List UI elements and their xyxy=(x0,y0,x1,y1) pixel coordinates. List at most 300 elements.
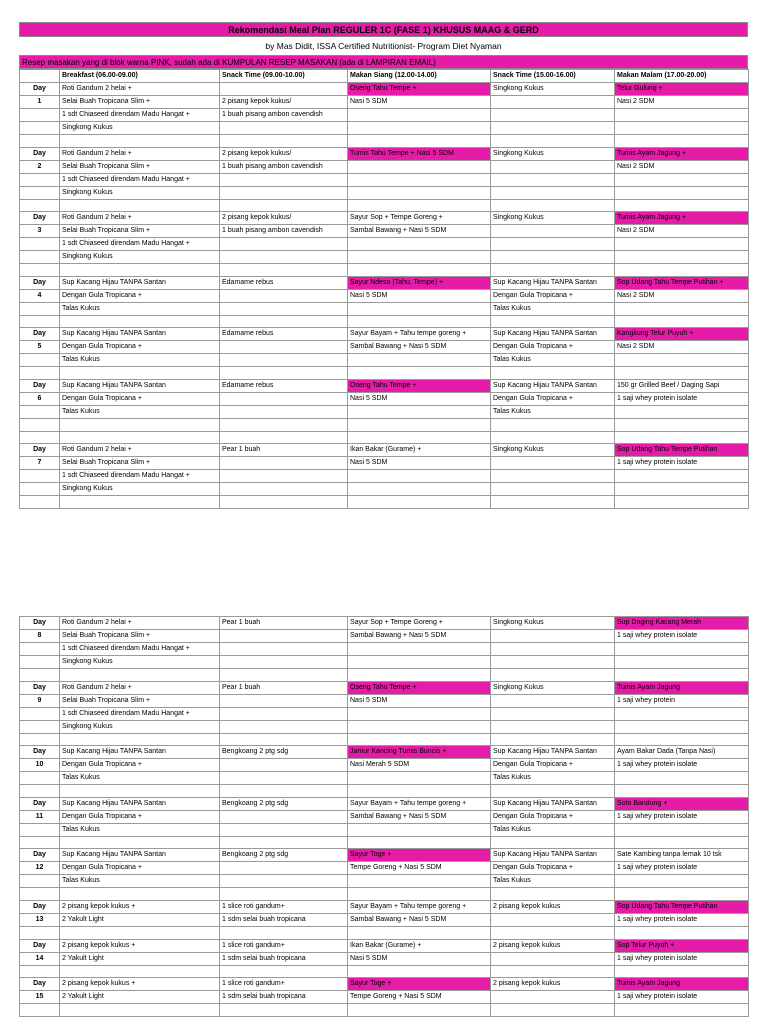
meal-cell: 1 saji whey protein isolate xyxy=(615,630,749,643)
empty-cell xyxy=(348,264,491,277)
meal-cell: Sup Kacang Hijau TANPA Santan xyxy=(491,797,615,810)
meal-cell: Tempe Goreng + Nasi 5 SDM xyxy=(348,862,491,875)
meal-cell: Dengan Gula Tropicana + xyxy=(60,759,220,772)
empty-cell xyxy=(220,926,348,939)
meal-cell: 1 saji whey protein isolate xyxy=(615,759,749,772)
empty-cell xyxy=(20,367,60,380)
meal-cell: Nasi 2 SDM xyxy=(615,225,749,238)
day-cell xyxy=(20,483,60,496)
meal-cell: Talas Kukus xyxy=(491,302,615,315)
empty-cell xyxy=(615,836,749,849)
meal-cell: Sambal Bawang + Nasi 5 SDM xyxy=(348,810,491,823)
meal-cell: Roti Gandum 2 helai + xyxy=(60,83,220,96)
day-number: 10 xyxy=(20,759,60,772)
table-row xyxy=(20,251,749,264)
empty-cell xyxy=(60,785,220,798)
meal-cell xyxy=(615,483,749,496)
table-row xyxy=(20,225,749,238)
header-cell: Makan Siang (12.00-14.00) xyxy=(348,70,491,83)
day-number: 7 xyxy=(20,457,60,470)
meal-cell xyxy=(348,720,491,733)
empty-cell xyxy=(491,264,615,277)
meal-cell: Talas Kukus xyxy=(491,772,615,785)
meal-cell xyxy=(615,720,749,733)
meal-cell: Nasi 5 SDM xyxy=(348,457,491,470)
day-cell xyxy=(20,418,60,431)
day-label: Day xyxy=(20,379,60,392)
table-row xyxy=(20,617,749,630)
meal-cell: Talas Kukus xyxy=(491,354,615,367)
meal-cell: 1 buah pisang ambon cavendish xyxy=(220,225,348,238)
empty-cell xyxy=(220,367,348,380)
meal-cell xyxy=(220,772,348,785)
meal-cell: Talas Kukus xyxy=(60,823,220,836)
empty-cell xyxy=(20,965,60,978)
meal-cell xyxy=(491,707,615,720)
empty-cell xyxy=(615,264,749,277)
table-row xyxy=(20,238,749,251)
meal-cell xyxy=(348,122,491,135)
table-row xyxy=(20,483,749,496)
meal-cell xyxy=(615,405,749,418)
table-row xyxy=(20,109,749,122)
meal-cell: Sup Kacang Hijau TANPA Santan xyxy=(491,849,615,862)
meal-cell: 1 sdm selai buah tropicana xyxy=(220,913,348,926)
meal-cell: Sup Kacang Hijau TANPA Santan xyxy=(60,276,220,289)
table-row xyxy=(20,759,749,772)
meal-cell: Pear 1 buah xyxy=(220,444,348,457)
day-cell xyxy=(20,720,60,733)
meal-cell: Tumis Ayam Jagung xyxy=(615,681,749,694)
meal-cell xyxy=(615,238,749,251)
empty-cell xyxy=(491,496,615,509)
meal-cell: Singkong Kukus xyxy=(60,186,220,199)
empty-cell xyxy=(348,135,491,148)
day-number: 1 xyxy=(20,96,60,109)
meal-cell: Tumis Tahu Tempe + Nasi 5 SDM xyxy=(348,147,491,160)
meal-cell: Nasi 5 SDM xyxy=(348,289,491,302)
meal-cell xyxy=(348,160,491,173)
meal-cell: Oseng Tahu Tempe + xyxy=(348,83,491,96)
meal-cell xyxy=(348,656,491,669)
day-cell xyxy=(20,302,60,315)
day-label: Day xyxy=(20,276,60,289)
meal-cell xyxy=(615,173,749,186)
table-row xyxy=(20,457,749,470)
spacer-row xyxy=(20,1004,749,1017)
meal-cell xyxy=(491,656,615,669)
empty-cell xyxy=(615,135,749,148)
empty-cell xyxy=(60,1004,220,1017)
day-cell xyxy=(20,186,60,199)
header-row xyxy=(20,70,749,83)
day-cell xyxy=(20,656,60,669)
meal-cell: Sup Kacang Hijau TANPA Santan xyxy=(491,379,615,392)
empty-cell xyxy=(491,926,615,939)
meal-cell: Dengan Gula Tropicana + xyxy=(60,810,220,823)
meal-cell: Edamame rebus xyxy=(220,276,348,289)
meal-cell xyxy=(220,720,348,733)
meal-cell: Singkong Kukus xyxy=(60,122,220,135)
empty-cell xyxy=(615,431,749,444)
meal-cell: Selai Buah Tropicana Slim + xyxy=(60,225,220,238)
table-row xyxy=(20,328,749,341)
meal-cell xyxy=(615,354,749,367)
meal-cell xyxy=(220,707,348,720)
empty-cell xyxy=(615,367,749,380)
meal-cell: Telur Gulung + xyxy=(615,83,749,96)
day-cell xyxy=(20,875,60,888)
meal-cell xyxy=(615,186,749,199)
day-label: Day xyxy=(20,444,60,457)
table-row xyxy=(20,470,749,483)
empty-cell xyxy=(220,496,348,509)
spacer-row xyxy=(20,496,749,509)
meal-cell xyxy=(615,418,749,431)
empty-cell xyxy=(220,733,348,746)
empty-cell xyxy=(491,431,615,444)
meal-cell xyxy=(220,83,348,96)
empty-cell xyxy=(220,888,348,901)
empty-cell xyxy=(20,1004,60,1017)
meal-cell xyxy=(220,418,348,431)
empty-cell xyxy=(348,669,491,682)
spacer-row xyxy=(20,926,749,939)
meal-cell: Ikan Bakar (Gurame) + xyxy=(348,444,491,457)
empty-cell xyxy=(491,669,615,682)
meal-cell: Roti Gandum 2 helai + xyxy=(60,212,220,225)
empty-cell xyxy=(60,888,220,901)
table-row xyxy=(20,720,749,733)
day-label: Day xyxy=(20,978,60,991)
table-row xyxy=(20,875,749,888)
empty-cell xyxy=(20,669,60,682)
meal-cell xyxy=(615,656,749,669)
meal-cell: Tumis Ayam Jagung + xyxy=(615,147,749,160)
table-row xyxy=(20,707,749,720)
meal-cell: 1 saji whey protein isolate xyxy=(615,991,749,1004)
meal-cell: Ayam Bakar Dada (Tanpa Nasi) xyxy=(615,746,749,759)
meal-cell: Dengan Gula Tropicana + xyxy=(491,289,615,302)
meal-cell xyxy=(348,186,491,199)
meal-cell: Sambal Bawang + Nasi 5 SDM xyxy=(348,341,491,354)
meal-cell: 1 sdt Chiaseed direndam Madu Hangat + xyxy=(60,173,220,186)
empty-cell xyxy=(491,315,615,328)
empty-cell xyxy=(491,1004,615,1017)
spacer-row xyxy=(20,785,749,798)
meal-cell: Roti Gandum 2 helai + xyxy=(60,444,220,457)
meal-cell: Singkong Kukus xyxy=(60,251,220,264)
empty-cell xyxy=(60,926,220,939)
meal-cell xyxy=(491,186,615,199)
empty-cell xyxy=(20,785,60,798)
meal-cell: Talas Kukus xyxy=(60,354,220,367)
table-row xyxy=(20,289,749,302)
empty-cell xyxy=(220,135,348,148)
day-label: Day xyxy=(20,849,60,862)
meal-cell xyxy=(220,656,348,669)
meal-cell xyxy=(615,470,749,483)
meal-cell: Talas Kukus xyxy=(491,823,615,836)
meal-cell xyxy=(348,772,491,785)
meal-cell: Talas Kukus xyxy=(491,875,615,888)
meal-cell: Singkong Kukus xyxy=(491,83,615,96)
meal-cell: Bengkoang 2 ptg sdg xyxy=(220,797,348,810)
meal-cell: Dengan Gula Tropicana + xyxy=(491,341,615,354)
header-cell xyxy=(20,70,60,83)
meal-cell xyxy=(491,643,615,656)
empty-cell xyxy=(20,496,60,509)
empty-cell xyxy=(615,965,749,978)
meal-cell xyxy=(348,418,491,431)
day-label: Day xyxy=(20,797,60,810)
meal-cell: Selai Buah Tropicana Slim + xyxy=(60,96,220,109)
meal-cell: Nasi 2 SDM xyxy=(615,341,749,354)
meal-cell xyxy=(348,109,491,122)
meal-cell: 1 saji whey protein xyxy=(615,694,749,707)
empty-cell xyxy=(491,888,615,901)
meal-cell: Sayur Ndeso (Tahu, Tempe) + xyxy=(348,276,491,289)
empty-cell xyxy=(491,135,615,148)
meal-cell: Nasi 5 SDM xyxy=(348,952,491,965)
meal-cell xyxy=(220,759,348,772)
day-label: Day xyxy=(20,212,60,225)
meal-cell: Singkong Kukus xyxy=(60,656,220,669)
empty-cell xyxy=(615,315,749,328)
empty-cell xyxy=(348,965,491,978)
day-label: Day xyxy=(20,900,60,913)
empty-cell xyxy=(220,669,348,682)
table-row xyxy=(20,96,749,109)
table-row xyxy=(20,694,749,707)
meal-cell: Singkong Kukus xyxy=(60,483,220,496)
empty-cell xyxy=(20,733,60,746)
empty-cell xyxy=(348,926,491,939)
day-cell xyxy=(20,109,60,122)
day-cell xyxy=(20,354,60,367)
empty-cell xyxy=(615,669,749,682)
meal-cell: 1 buah pisang ambon cavendish xyxy=(220,109,348,122)
meal-cell: Singkong Kukus xyxy=(60,720,220,733)
meal-cell: Sambal Bawang + Nasi 5 SDM xyxy=(348,630,491,643)
table-row xyxy=(20,212,749,225)
meal-cell: 1 sdt Chiaseed direndam Madu Hangat + xyxy=(60,707,220,720)
empty-cell xyxy=(348,888,491,901)
table-row xyxy=(20,173,749,186)
meal-cell: 2 pisang kepok kukus/ xyxy=(220,212,348,225)
empty-cell xyxy=(491,965,615,978)
meal-cell xyxy=(491,122,615,135)
empty-cell xyxy=(615,926,749,939)
meal-cell: 1 saji whey protein isolate xyxy=(615,810,749,823)
meal-cell xyxy=(491,238,615,251)
spacer-row xyxy=(20,669,749,682)
meal-cell: Sambal Bawang + Nasi 5 SDM xyxy=(348,225,491,238)
day-number: 8 xyxy=(20,630,60,643)
spacer-row xyxy=(20,965,749,978)
empty-cell xyxy=(491,367,615,380)
meal-cell: Dengan Gula Tropicana + xyxy=(60,392,220,405)
meal-cell: Talas Kukus xyxy=(60,875,220,888)
meal-cell xyxy=(491,225,615,238)
day-label: Day xyxy=(20,681,60,694)
meal-cell xyxy=(220,810,348,823)
meal-cell xyxy=(615,875,749,888)
meal-cell: Sup Kacang Hijau TANPA Santan xyxy=(60,328,220,341)
meal-cell xyxy=(348,173,491,186)
meal-cell xyxy=(491,457,615,470)
meal-cell xyxy=(348,405,491,418)
empty-cell xyxy=(348,1004,491,1017)
empty-cell xyxy=(491,836,615,849)
meal-cell: Pear 1 buah xyxy=(220,681,348,694)
table-row xyxy=(20,186,749,199)
empty-cell xyxy=(615,496,749,509)
day-cell xyxy=(20,405,60,418)
meal-plan-table-bottom xyxy=(19,616,748,1017)
meal-cell: Dengan Gula Tropicana + xyxy=(60,862,220,875)
empty-cell xyxy=(60,836,220,849)
meal-cell: Nasi Merah 5 SDM xyxy=(348,759,491,772)
empty-cell xyxy=(60,496,220,509)
day-number: 3 xyxy=(20,225,60,238)
day-label: Day xyxy=(20,83,60,96)
empty-cell xyxy=(348,496,491,509)
meal-cell: Tempe Goreng + Nasi 5 SDM xyxy=(348,991,491,1004)
meal-cell: 2 Yakult Light xyxy=(60,913,220,926)
meal-cell: Roti Gandum 2 helai + xyxy=(60,617,220,630)
meal-cell: Sop Telur Puyuh + xyxy=(615,939,749,952)
table-row xyxy=(20,276,749,289)
meal-cell: 1 slice roti gandum+ xyxy=(220,939,348,952)
meal-cell xyxy=(220,457,348,470)
meal-cell: 1 sdm selai buah tropicana xyxy=(220,952,348,965)
table-row xyxy=(20,418,749,431)
meal-cell xyxy=(220,823,348,836)
meal-cell: Oseng Tahu Tempe + xyxy=(348,681,491,694)
meal-cell xyxy=(491,160,615,173)
meal-cell xyxy=(60,418,220,431)
meal-cell xyxy=(220,862,348,875)
meal-cell xyxy=(491,483,615,496)
header-cell: Snack Time (09.00-10.00) xyxy=(220,70,348,83)
empty-cell xyxy=(615,785,749,798)
meal-cell: 2 pisang kepok kukus xyxy=(491,978,615,991)
meal-cell xyxy=(220,238,348,251)
empty-cell xyxy=(60,733,220,746)
meal-cell: Soto Bandung + xyxy=(615,797,749,810)
meal-cell xyxy=(348,707,491,720)
meal-cell: Talas Kukus xyxy=(491,405,615,418)
meal-cell: 1 saji whey protein isolate xyxy=(615,862,749,875)
meal-cell xyxy=(220,483,348,496)
meal-cell: Sayur Sop + Tempe Goreng + xyxy=(348,212,491,225)
meal-cell xyxy=(220,630,348,643)
meal-cell xyxy=(615,251,749,264)
meal-cell: Dengan Gula Tropicana + xyxy=(60,289,220,302)
meal-cell xyxy=(491,470,615,483)
table-row xyxy=(20,978,749,991)
meal-cell: Selai Buah Tropicana Slim + xyxy=(60,694,220,707)
meal-cell: Singkong Kukus xyxy=(491,212,615,225)
meal-cell xyxy=(348,302,491,315)
meal-cell xyxy=(220,186,348,199)
meal-cell: Sop Udang Tahu Tempe Putihan xyxy=(615,444,749,457)
spacer-row xyxy=(20,367,749,380)
meal-cell: Singkong Kukus xyxy=(491,681,615,694)
day-cell xyxy=(20,643,60,656)
meal-cell xyxy=(615,122,749,135)
day-number: 12 xyxy=(20,862,60,875)
empty-cell xyxy=(60,264,220,277)
day-label: Day xyxy=(20,746,60,759)
meal-cell: Dengan Gula Tropicana + xyxy=(491,810,615,823)
meal-cell: Edamame rebus xyxy=(220,328,348,341)
day-cell xyxy=(20,173,60,186)
meal-cell: Bengkoang 2 ptg sdg xyxy=(220,849,348,862)
table-row xyxy=(20,913,749,926)
meal-cell: Singkong Kukus xyxy=(491,617,615,630)
empty-cell xyxy=(348,199,491,212)
empty-cell xyxy=(491,785,615,798)
meal-cell: Singkong Kukus xyxy=(491,147,615,160)
day-number: 15 xyxy=(20,991,60,1004)
meal-cell: 150 gr Grilled Beef / Daging Sapi xyxy=(615,379,749,392)
meal-cell xyxy=(491,418,615,431)
meal-cell xyxy=(615,707,749,720)
header-cell: Breakfast (06.00-09.00) xyxy=(60,70,220,83)
day-number: 5 xyxy=(20,341,60,354)
empty-cell xyxy=(348,733,491,746)
spacer-row xyxy=(20,315,749,328)
meal-cell: Edamame rebus xyxy=(220,379,348,392)
meal-cell xyxy=(491,173,615,186)
meal-cell: Dengan Gula Tropicana + xyxy=(491,392,615,405)
day-number: 14 xyxy=(20,952,60,965)
meal-cell: 1 saji whey protein isolate xyxy=(615,913,749,926)
day-cell xyxy=(20,238,60,251)
empty-cell xyxy=(220,965,348,978)
day-cell xyxy=(20,122,60,135)
meal-cell: 1 sdm selai buah tropicana xyxy=(220,991,348,1004)
empty-cell xyxy=(60,135,220,148)
meal-cell xyxy=(220,341,348,354)
meal-cell: Roti Gandum 2 helai + xyxy=(60,147,220,160)
meal-cell: Sup Kacang Hijau TANPA Santan xyxy=(60,797,220,810)
meal-cell: Talas Kukus xyxy=(60,302,220,315)
empty-cell xyxy=(348,836,491,849)
meal-cell: Dengan Gula Tropicana + xyxy=(60,341,220,354)
meal-cell: Sayur Toge + xyxy=(348,978,491,991)
empty-cell xyxy=(348,785,491,798)
spacer-row xyxy=(20,733,749,746)
meal-cell xyxy=(491,694,615,707)
table-row xyxy=(20,354,749,367)
meal-cell xyxy=(348,238,491,251)
meal-cell xyxy=(615,109,749,122)
meal-cell xyxy=(220,251,348,264)
table-row xyxy=(20,797,749,810)
meal-cell: Sayur Bayam + Tahu tempe goreng + xyxy=(348,328,491,341)
meal-cell: 1 slice roti gandum+ xyxy=(220,978,348,991)
empty-cell xyxy=(348,431,491,444)
meal-cell xyxy=(491,913,615,926)
meal-cell: Sayur Sop + Tempe Goreng + xyxy=(348,617,491,630)
empty-cell xyxy=(348,367,491,380)
table-row xyxy=(20,302,749,315)
table-row xyxy=(20,147,749,160)
day-number: 13 xyxy=(20,913,60,926)
